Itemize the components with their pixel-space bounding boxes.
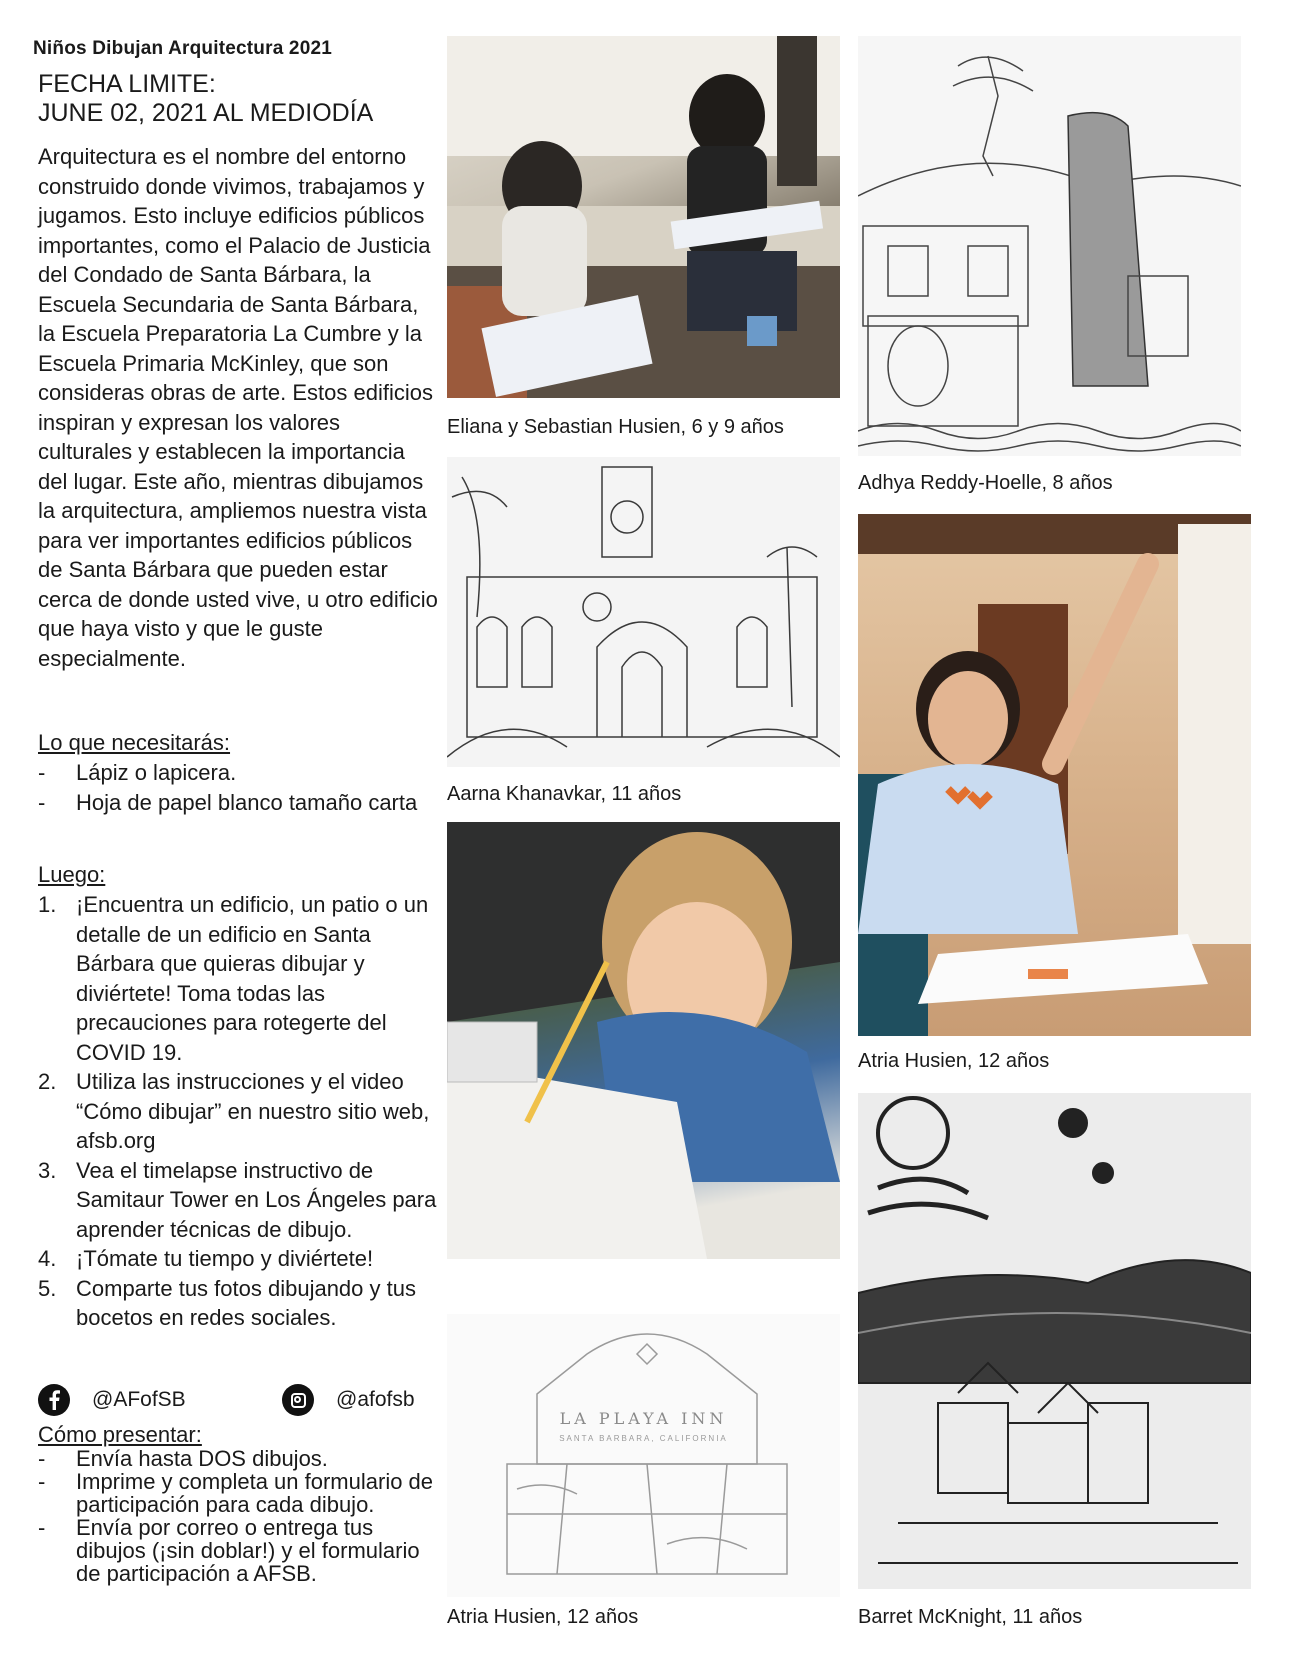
photo-caption: Atria Husien, 12 años (447, 1606, 639, 1628)
list-item: 3. Vea el timelapse instructivo de Samitaur Tower en Los Ángeles para aprender técnicas de dibujo. (38, 1157, 437, 1242)
sign-text: LA PLAYA INN (559, 1409, 728, 1428)
submit-heading: Cómo presentar: (38, 1422, 202, 1447)
list-item: 5. Comparte tus fotos dibujando y tus bocetos en redes sociales. (38, 1275, 416, 1330)
instagram-link[interactable] (282, 1384, 415, 1416)
photo-sketch-courthouse (447, 457, 840, 767)
list-item: - Hoja de papel blanco tamaño carta (38, 789, 418, 815)
photo-caption: Atria Husien, 12 años (858, 1050, 1050, 1072)
steps-heading: Luego: (38, 862, 106, 887)
photo-sketch-village (858, 1093, 1251, 1589)
facebook-icon (38, 1384, 70, 1416)
list-item: - Envía hasta DOS dibujos. (38, 1446, 328, 1471)
page-kicker: Niños Dibujan Arquitectura 2021 (33, 38, 333, 59)
needs-heading: Lo que necesitarás: (38, 730, 231, 755)
list-item: 1. ¡Encuentra un edificio, un patio o un detalle de un edificio en Santa Bárbara que quieras dibujar y diviértete! Toma todas las precauciones para rotegerte del COVID 19. (38, 892, 429, 1065)
facebook-handle: @AFofSB (92, 1388, 186, 1411)
sign-subtext: SANTA BARBARA, CALIFORNIA (559, 1434, 728, 1443)
intro-paragraph: Arquitectura es el nombre del entorno construido donde vivimos, trabajamos y jugamos. Esto incluye edificios públicos importantes, como el Palacio de Justicia del Condado de Santa Bárbara, la Escuela Secundaria de Santa Bárbara, la Escuela Preparatoria La Cumbre y la Escuela Primaria McKinley, que son consideras obras de arte. Estos edificios inspiran y expresan los valores culturales y establecen la importancia del lugar. Este año, mientras dibujamos la arquitectura, ampliemos nuestra vista para ver importantes edificios públicos de Santa Bárbara que pueden estar cerca de donde usted vive, u otro edificio que haya visto y que le guste especialmente. (38, 144, 438, 671)
deadline-label: FECHA LIMITE: (38, 70, 216, 98)
photo-sketch-courtyard (858, 36, 1241, 456)
list-item: - Envía por correo o entrega tus dibujos (¡sin doblar!) y el formulario de participación a AFSB. (38, 1515, 420, 1586)
deadline-date: JUNE 02, 2021 AL MEDIODÍA (38, 99, 374, 127)
photo-caption: Aarna Khanavkar, 11 años (447, 783, 682, 805)
submit-list (38, 1447, 438, 1585)
photo-caption: Eliana y Sebastian Husien, 6 y 9 años (447, 416, 784, 438)
photo-sketch-sign (447, 1314, 840, 1597)
facebook-link[interactable] (38, 1384, 186, 1416)
list-item: 2. Utiliza las instrucciones y el video “Cómo dibujar” en nuestro sitio web, afsb.org (38, 1069, 430, 1153)
photo-girl-sketchbook (858, 514, 1251, 1036)
list-item: - Lápiz o lapicera. (38, 760, 237, 785)
photo-girl-outdoors (447, 822, 840, 1259)
deadline (38, 70, 373, 128)
instagram-handle: @afofsb (336, 1388, 415, 1411)
photo-caption: Adhya Reddy-Hoelle, 8 años (858, 472, 1113, 494)
list-item: - Imprime y completa un formulario de participación para cada dibujo. (38, 1469, 434, 1517)
steps-list (38, 890, 438, 1333)
social-links (38, 1384, 438, 1418)
photo-caption: Barret McKnight, 11 años (858, 1606, 1083, 1628)
needs-list (38, 758, 438, 817)
list-item: 4. ¡Tómate tu tiempo y diviértete! (38, 1246, 374, 1271)
instagram-icon (282, 1384, 314, 1416)
photo-kids-drawing (447, 36, 840, 398)
